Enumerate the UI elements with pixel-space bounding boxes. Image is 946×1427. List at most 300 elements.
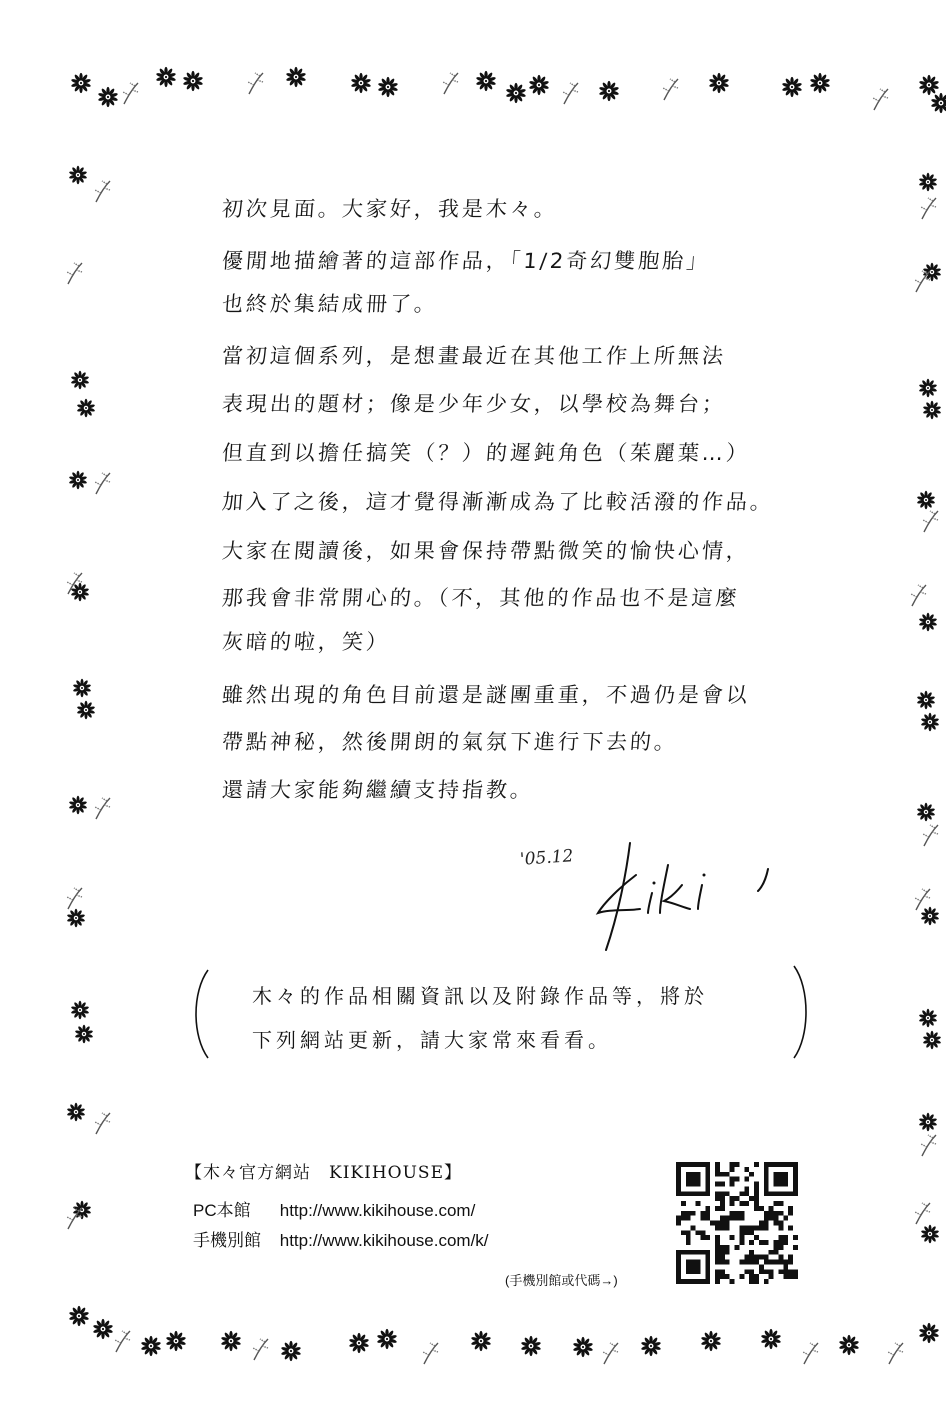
qr-module [749,1269,754,1274]
qr-module [759,1264,764,1269]
qr-module [774,1172,779,1177]
qr-module [754,1182,759,1187]
leaf-sprig-icon [912,268,934,294]
qr-module [788,1206,793,1211]
qr-module [686,1191,691,1196]
qr-module [725,1172,730,1177]
qr-module [696,1260,701,1265]
qr-module [715,1221,720,1226]
letter-line: 那我會非常開心的。（不，其他的作品也不是這麼 [221,586,741,610]
qr-module [788,1191,793,1196]
qr-module [730,1211,735,1216]
qr-module [705,1260,710,1265]
qr-module [720,1269,725,1274]
qr-module [778,1240,783,1245]
qr-module [778,1201,783,1206]
qr-module [749,1196,754,1201]
qr-module [778,1245,783,1250]
qr-module [686,1162,691,1167]
qr-module [793,1186,798,1191]
notice-line: 木々的作品相關資訊以及附錄作品等，將於 [252,984,708,1008]
letter-line: 但直到以擔任搞笑（？）的遲鈍角色（茱麗葉…） [221,441,751,465]
qr-module [744,1269,749,1274]
qr-module [769,1191,774,1196]
qr-module [774,1191,779,1196]
letter-line: 還請大家能夠繼續支持指教。 [221,778,535,802]
left-parenthesis [188,968,212,1060]
leaf-sprig-icon [120,80,142,106]
qr-module [754,1196,759,1201]
qr-module [715,1191,720,1196]
qr-module [783,1274,788,1279]
qr-module [720,1260,725,1265]
flower-icon [68,795,88,815]
letter-line: 也終於集結成冊了。 [221,292,439,316]
qr-module [778,1162,783,1167]
qr-module [749,1250,754,1255]
qr-module [730,1216,735,1221]
qr-module [749,1260,754,1265]
qr-module [783,1264,788,1269]
qr-module [720,1225,725,1230]
flower-icon [920,712,940,732]
qr-module [735,1216,740,1221]
qr-module [686,1279,691,1284]
flower-icon [918,1112,938,1132]
qr-module [793,1191,798,1196]
qr-module [739,1274,744,1279]
qr-module [696,1172,701,1177]
qr-module [676,1191,681,1196]
qr-module [793,1162,798,1167]
qr-module [778,1235,783,1240]
qr-module [774,1177,779,1182]
qr-module [778,1225,783,1230]
letter-line: 優閒地描繪著的這部作品，「1/2奇幻雙胞胎」 [221,249,712,273]
flower-icon [97,86,119,108]
qr-module [696,1191,701,1196]
qr-module [783,1191,788,1196]
qr-module [725,1225,730,1230]
qr-module [691,1177,696,1182]
qr-module [676,1167,681,1172]
qr-module [686,1240,691,1245]
qr-module [764,1279,769,1284]
qr-module [720,1255,725,1260]
qr-module [691,1172,696,1177]
qr-module [686,1172,691,1177]
qr-module [774,1216,779,1221]
letter-line: 灰暗的啦，笑） [221,630,391,654]
qr-module [730,1235,735,1240]
letter-line: 初次見面。大家好，我是木々。 [221,197,559,221]
qr-module [705,1177,710,1182]
qr-module [749,1255,754,1260]
qr-module [681,1230,686,1235]
qr-module [705,1279,710,1284]
qr-module [744,1167,749,1172]
qr-module [783,1240,788,1245]
flower-icon [475,70,497,92]
qr-module [764,1211,769,1216]
qr-module [700,1216,705,1221]
leaf-sprig-icon [918,1132,940,1158]
qr-module [764,1186,769,1191]
qr-module [769,1274,774,1279]
leaf-sprig-icon [912,1200,934,1226]
qr-module [700,1162,705,1167]
qr-module [715,1225,720,1230]
qr-module [705,1274,710,1279]
leaf-sprig-icon [64,1205,86,1231]
qr-module [764,1221,769,1226]
qr-module [686,1177,691,1182]
qr-module [715,1162,720,1167]
qr-module [735,1162,740,1167]
flower-icon [348,1332,370,1354]
qr-module [691,1182,696,1187]
qr-module [764,1182,769,1187]
flower-icon [377,76,399,98]
qr-module [720,1206,725,1211]
pc-site-line [193,1196,475,1221]
qr-module [730,1201,735,1206]
qr-module [769,1250,774,1255]
qr-module [778,1255,783,1260]
leaf-sprig-icon [908,582,930,608]
qr-module [774,1162,779,1167]
qr-module [744,1260,749,1265]
qr-module [778,1172,783,1177]
qr-module [700,1191,705,1196]
flower-icon [640,1335,662,1357]
qr-module [778,1191,783,1196]
qr-module [705,1162,710,1167]
leaf-sprig-icon [920,822,942,848]
flower-icon [74,1024,94,1044]
flower-icon [598,80,620,102]
qr-module [754,1162,759,1167]
qr-module [735,1245,740,1250]
qr-module [783,1235,788,1240]
flower-icon [918,1008,938,1028]
letter-line: 大家在閱讀後，如果會保持帶點微笑的愉快心情， [221,539,751,563]
qr-module [754,1255,759,1260]
qr-module [681,1201,686,1206]
qr-module [749,1279,754,1284]
qr-module [696,1250,701,1255]
qr-module [700,1235,705,1240]
qr-module [759,1225,764,1230]
flower-icon [76,700,96,720]
qr-module [686,1269,691,1274]
qr-module [744,1255,749,1260]
qr-module [720,1191,725,1196]
qr-module [715,1245,720,1250]
qr-module [749,1172,754,1177]
qr-module [769,1216,774,1221]
qr-module [793,1235,798,1240]
flower-icon [520,1335,542,1357]
qr-module [778,1260,783,1265]
qr-module [783,1182,788,1187]
qr-module [739,1211,744,1216]
leaf-sprig-icon [92,1110,114,1136]
qr-module [676,1186,681,1191]
qr-module [676,1182,681,1187]
qr-module [759,1255,764,1260]
qr-module [754,1274,759,1279]
qr-module [715,1255,720,1260]
qr-module [754,1260,759,1265]
qr-module [696,1264,701,1269]
qr-module [686,1264,691,1269]
qr-module [715,1196,720,1201]
qr-module [691,1269,696,1274]
flower-icon [155,66,177,88]
qr-module [739,1240,744,1245]
qr-module [676,1177,681,1182]
leaf-sprig-icon [250,1336,272,1362]
qr-module [715,1260,720,1265]
pc-site-url[interactable]: http://www.kikihouse.com/ [279,1201,476,1220]
flower-icon [700,1330,722,1352]
qr-module [749,1274,754,1279]
flower-icon [220,1330,242,1352]
flower-icon [350,72,372,94]
leaf-sprig-icon [245,70,267,96]
qr-module [744,1177,749,1182]
qr-module [720,1201,725,1206]
qr-module [754,1279,759,1284]
qr-module [686,1260,691,1265]
qr-module [788,1211,793,1216]
qr-module [676,1264,681,1269]
qr-module [681,1279,686,1284]
qr-module [744,1225,749,1230]
qr-module [759,1221,764,1226]
flower-icon [280,1340,302,1362]
qr-module [696,1279,701,1284]
qr-module [691,1162,696,1167]
flower-icon [916,490,936,510]
letter-line: 雖然出現的角色目前還是謎團重重，不過仍是會以 [221,683,751,707]
qr-module [696,1201,701,1206]
leaf-sprig-icon [660,76,682,102]
qr-module [783,1177,788,1182]
mobile-site-url[interactable]: http://www.kikihouse.com/k/ [279,1231,489,1250]
letter-line: 帶點神秘，然後開朗的氣氛下進行下去的。 [221,730,679,754]
flower-icon [708,72,730,94]
qr-module [691,1260,696,1265]
flower-icon [70,370,90,390]
qr-module [793,1274,798,1279]
qr-module [715,1206,720,1211]
flower-icon [470,1330,492,1352]
qr-module [754,1206,759,1211]
qr-module [686,1216,691,1221]
qr-module [691,1279,696,1284]
qr-module [676,1250,681,1255]
letter-line: 表現出的題材；像是少年少女，以學校為舞台； [221,392,727,416]
qr-module [793,1167,798,1172]
qr-module [730,1279,735,1284]
flower-icon [922,1030,942,1050]
qr-module [783,1216,788,1221]
qr-module [739,1201,744,1206]
qr-module [681,1216,686,1221]
qr-module [720,1274,725,1279]
qr-module [720,1245,725,1250]
qr-module [739,1235,744,1240]
flower-icon [68,470,88,490]
qr-module [788,1274,793,1279]
letter-line: 加入了之後，這才覺得漸漸成為了比較活潑的作品。 [221,490,775,514]
qr-module [793,1177,798,1182]
qr-module [754,1235,759,1240]
qr-module [783,1162,788,1167]
qr-module [774,1245,779,1250]
flower-icon [285,66,307,88]
qr-module [705,1211,710,1216]
flower-icon [920,1224,940,1244]
qr-module [774,1260,779,1265]
qr-module [696,1269,701,1274]
flower-icon [140,1335,162,1357]
qr-module [676,1279,681,1284]
handwritten-signature [590,825,790,955]
qr-module [720,1216,725,1221]
qr-module [759,1240,764,1245]
qr-module [778,1221,783,1226]
qr-module [676,1269,681,1274]
qr-module [764,1191,769,1196]
letter-line: 當初這個系列，是想畫最近在其他工作上所無法 [221,344,727,368]
flower-icon [760,1328,782,1350]
qr-module [705,1255,710,1260]
qr-module [705,1216,710,1221]
qr-module [730,1167,735,1172]
qr-module [730,1182,735,1187]
qr-module [783,1260,788,1265]
qr-module [764,1167,769,1172]
qr-module [744,1201,749,1206]
qr-module [720,1182,725,1187]
leaf-sprig-icon [560,80,582,106]
qr-module [705,1264,710,1269]
flower-icon [838,1334,860,1356]
qr-module [769,1162,774,1167]
flower-icon [918,612,938,632]
qr-module [764,1162,769,1167]
qr-module [778,1177,783,1182]
qr-module [676,1216,681,1221]
flower-icon [376,1328,398,1350]
qr-module [744,1186,749,1191]
qr-module [705,1269,710,1274]
flower-icon [930,92,946,114]
qr-module [778,1182,783,1187]
flower-icon [70,72,92,94]
qr-module [705,1250,710,1255]
qr-module [783,1172,788,1177]
qr-module [769,1206,774,1211]
leaf-sprig-icon [64,570,86,596]
qr-module [759,1206,764,1211]
leaf-sprig-icon [92,470,114,496]
flower-icon [528,74,550,96]
qr-module [715,1182,720,1187]
qr-module [739,1216,744,1221]
qr-module [769,1269,774,1274]
qr-module [793,1172,798,1177]
qr-module [696,1177,701,1182]
qr-module [730,1177,735,1182]
qr-module [774,1211,779,1216]
qr-module [700,1250,705,1255]
leaf-sprig-icon [918,195,940,221]
qr-module [774,1201,779,1206]
qr-module [754,1225,759,1230]
qr-module [700,1279,705,1284]
leaf-sprig-icon [600,1340,622,1366]
qr-module [715,1279,720,1284]
qr-module [715,1167,720,1172]
qr-module [764,1216,769,1221]
pc-site-label: PC本館 [193,1201,251,1220]
qr-module [725,1216,730,1221]
leaf-sprig-icon [912,886,934,912]
qr-module [681,1250,686,1255]
notice-line: 下列網站更新，請大家常來看看。 [252,1028,612,1052]
qr-module [739,1260,744,1265]
qr-module [691,1225,696,1230]
qr-module [700,1211,705,1216]
mobile-site-label: 手機別館 [193,1231,261,1250]
qr-module [705,1186,710,1191]
qr-module [725,1245,730,1250]
qr-module [764,1225,769,1230]
leaf-sprig-icon [870,86,892,112]
qr-module [793,1245,798,1250]
qr-module [705,1191,710,1196]
qr-module [764,1260,769,1265]
leaf-sprig-icon [920,508,942,534]
qr-module [715,1269,720,1274]
qr-module [754,1186,759,1191]
qr-module [725,1260,730,1265]
qr-module [705,1182,710,1187]
leaf-sprig-icon [64,260,86,286]
qr-module [735,1211,740,1216]
flower-icon [505,82,527,104]
qr-module [691,1250,696,1255]
qr-module [769,1260,774,1265]
qr-module [764,1172,769,1177]
qr-module [720,1196,725,1201]
qr-module [793,1269,798,1274]
flower-icon [916,802,936,822]
qr-module [681,1162,686,1167]
qr-module [725,1191,730,1196]
leaf-sprig-icon [420,1340,442,1366]
signature-date: '05.12 [519,846,574,870]
qr-module [715,1235,720,1240]
qr-module [744,1191,749,1196]
qr-module [739,1230,744,1235]
qr-module [730,1162,735,1167]
flower-icon [918,378,938,398]
